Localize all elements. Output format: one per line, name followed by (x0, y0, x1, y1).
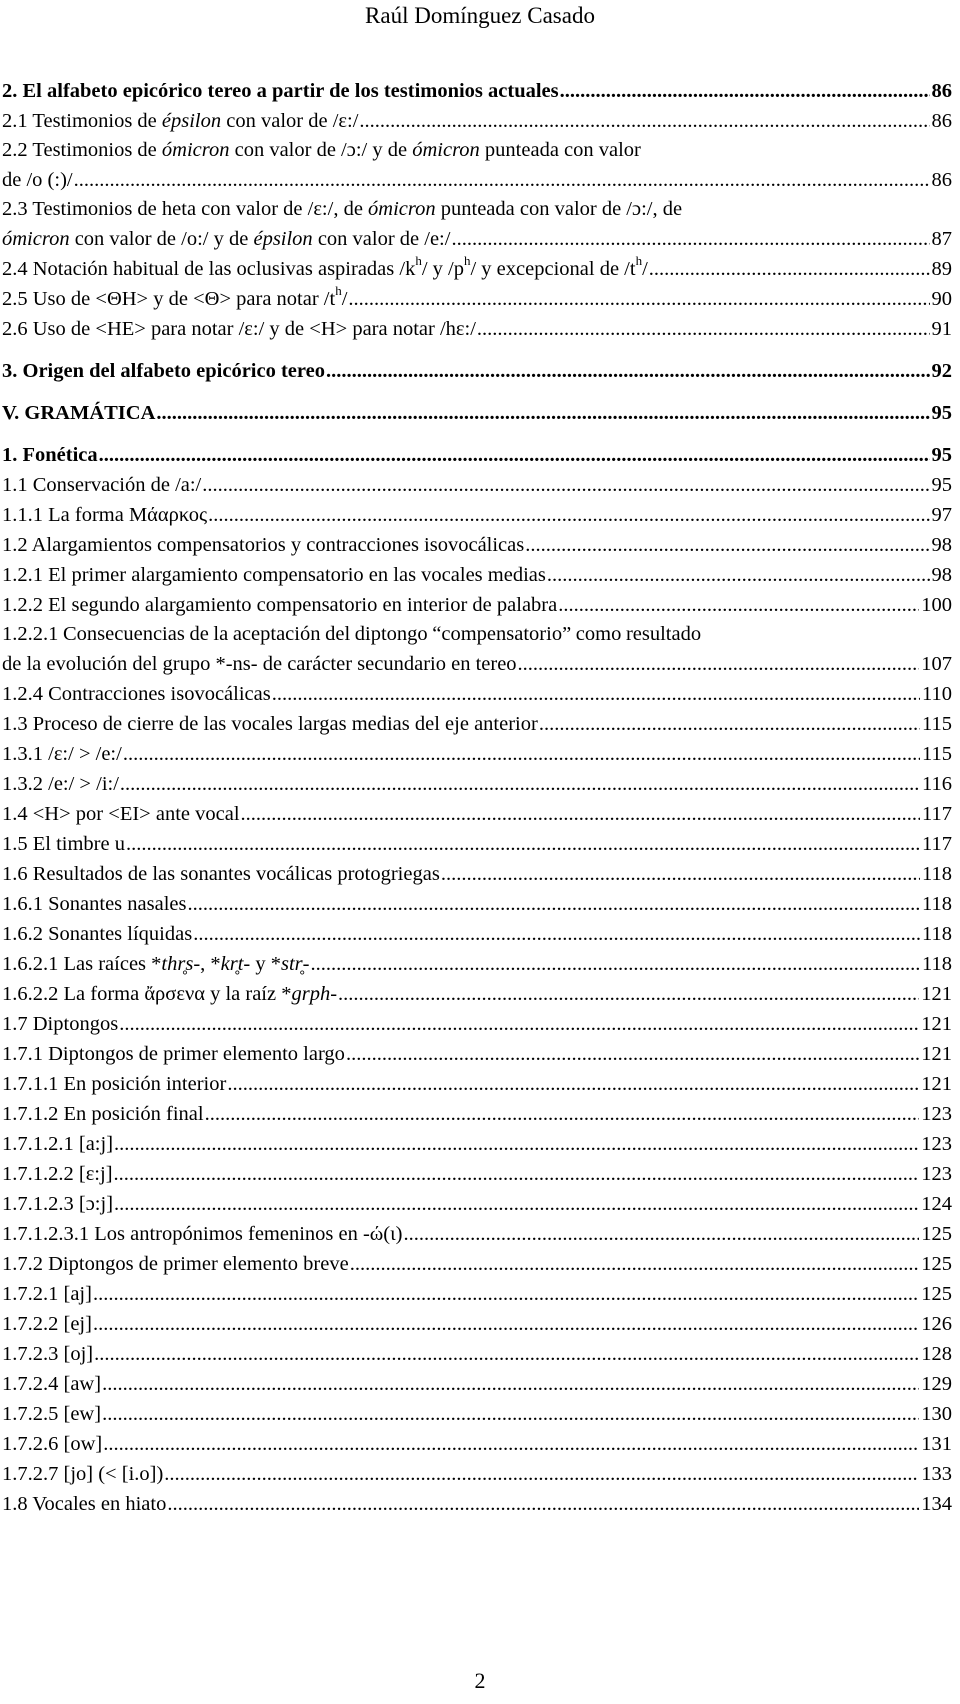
toc-entry-1-6-2-1[interactable] (2, 949, 952, 979)
dot-leader (338, 979, 919, 1009)
toc-label-part: 2.5 Uso de <ΘH> y de <Θ> para notar /t (2, 288, 336, 310)
toc-page: 121 (921, 1013, 952, 1035)
dot-leader (518, 649, 920, 679)
toc-entry-v[interactable] (2, 398, 952, 428)
toc-label-italic: ómicron (2, 228, 70, 250)
toc-entry-1-7-2[interactable] (2, 1249, 952, 1279)
dot-leader (539, 709, 920, 739)
toc-label-part: con valor de /ɛ:/ (221, 110, 359, 132)
toc-entry-1-2-2[interactable] (2, 590, 952, 620)
toc-label-italic: épsilon (161, 110, 222, 132)
toc-entry-1-7-1-1[interactable] (2, 1069, 952, 1099)
toc-label: de /o (:)/ (2, 169, 73, 191)
toc-entry-2-4[interactable] (2, 254, 952, 284)
toc-entry-1-7-2-4[interactable] (2, 1369, 952, 1399)
dot-leader (103, 1429, 919, 1459)
toc-label: 1.1 Conservación de /a:/ (2, 474, 202, 496)
toc-label (2, 106, 358, 136)
dot-leader (346, 1039, 919, 1069)
toc-label: 1.7.2.3 [oj] (2, 1343, 94, 1365)
toc-entry-1-7[interactable] (2, 1009, 952, 1039)
toc-page: 118 (922, 953, 952, 975)
toc-entry-2[interactable] (2, 76, 952, 106)
toc-entry-1-5[interactable] (2, 829, 952, 859)
dot-leader (350, 1249, 920, 1279)
toc-entry-2-3[interactable] (2, 195, 952, 254)
toc-page: 115 (922, 743, 952, 765)
toc-page: 123 (921, 1133, 952, 1155)
toc-page: 98 (931, 564, 952, 586)
toc-label: 1.7.1 Diptongos de primer elemento largo (2, 1043, 345, 1065)
page-number: 2 (474, 1668, 486, 1693)
toc-page: 95 (931, 444, 952, 466)
toc-entry-1-4[interactable] (2, 799, 952, 829)
toc-label-part: con valor de /o:/ y de (69, 228, 254, 250)
toc-label (2, 254, 648, 284)
dot-leader (93, 1279, 919, 1309)
toc-page: 100 (921, 594, 952, 616)
toc-label (2, 224, 450, 254)
toc-label-part: punteada con valor (479, 139, 641, 161)
toc-label: 1.7.2.4 [aw] (2, 1373, 102, 1395)
toc-page: 91 (931, 318, 952, 340)
dot-leader (99, 440, 930, 470)
dot-leader (120, 769, 920, 799)
toc-page: 124 (921, 1193, 952, 1215)
toc-page: 110 (922, 683, 952, 705)
dot-leader (202, 470, 929, 500)
dot-leader (114, 1189, 919, 1219)
toc-label-line: 1.2.2.1 Consecuencias de la aceptación del diptongo “compensatorio” como resultado (2, 623, 702, 645)
toc-label-line (2, 195, 952, 224)
toc-entry-1-2-4[interactable] (2, 679, 952, 709)
toc-label-part: / y excepcional de /t (470, 258, 636, 280)
toc-entry-1-7-1[interactable] (2, 1039, 952, 1069)
dot-leader (348, 284, 929, 314)
dot-leader (114, 1159, 920, 1189)
toc-entry-1-7-1-2-1[interactable] (2, 1129, 952, 1159)
toc-entry-1-2-1[interactable] (2, 560, 952, 590)
toc-label-part: 2.3 Testimonios de heta con valor de /ɛ:/, de (2, 198, 369, 220)
toc-page: 118 (922, 863, 952, 885)
dot-leader (102, 1399, 919, 1429)
toc-page: 95 (931, 402, 952, 424)
toc-label-italic: kr̥t (220, 953, 244, 975)
toc-entry-2-1[interactable] (2, 106, 952, 136)
toc-label-part: / (642, 258, 648, 280)
toc-label-line (2, 224, 952, 254)
dot-leader (193, 919, 920, 949)
toc-page: 123 (921, 1163, 952, 1185)
toc-entry-1-8[interactable] (2, 1489, 952, 1519)
toc-entry-1-6-2[interactable] (2, 919, 952, 949)
toc-entry-1-7-2-7[interactable] (2, 1459, 952, 1489)
toc-label: 3. Origen del alfabeto epicórico tereo (2, 360, 325, 382)
toc-entry-1-3[interactable] (2, 709, 952, 739)
toc-entry-1-6-1[interactable] (2, 889, 952, 919)
toc-entry-3[interactable] (2, 356, 952, 386)
running-header: Raúl Domínguez Casado (365, 3, 595, 28)
superscript: h (635, 253, 643, 269)
dot-leader (205, 1099, 920, 1129)
toc-label: 1.7.2.5 [ew] (2, 1403, 102, 1425)
toc-entry-1-7-1-2-3[interactable] (2, 1189, 952, 1219)
toc-entry-1-7-2-1[interactable] (2, 1279, 952, 1309)
toc-label: 1.7 Diptongos (2, 1013, 119, 1035)
toc-label: 1.4 <H> por <EI> ante vocal (2, 803, 240, 825)
toc-label: 1.7.2.6 [ow] (2, 1433, 103, 1455)
dot-leader (310, 949, 920, 979)
dot-leader (477, 314, 930, 344)
dot-leader (326, 356, 930, 386)
toc-label: 1.2.2 El segundo alargamiento compensatorio en interior de palabra (2, 594, 558, 616)
toc-label-part: 2.1 Testimonios de (2, 110, 162, 132)
toc-label-part: -, * (193, 953, 221, 975)
toc-page: 95 (931, 474, 952, 496)
toc-label-line (2, 136, 952, 165)
dot-leader (227, 1069, 919, 1099)
toc-page: 98 (931, 534, 952, 556)
toc-page: 126 (921, 1313, 952, 1335)
toc-label: 1.6.2 Sonantes líquidas (2, 923, 193, 945)
toc-label: 1.6.1 Sonantes nasales (2, 893, 187, 915)
toc-label: 1.3.2 /e:/ > /i:/ (2, 773, 119, 795)
toc-label-italic: ómicron (412, 139, 480, 161)
dot-leader (560, 76, 930, 106)
toc-label: de la evolución del grupo *-ns- de carácter secundario en tereo (2, 653, 517, 675)
toc-label: 1.2.4 Contracciones isovocálicas (2, 683, 271, 705)
dot-leader (241, 799, 920, 829)
toc-label: 1.1.1 La forma Μάαρκος (2, 504, 208, 526)
toc-entry-2-5[interactable] (2, 284, 952, 314)
toc-page: 97 (931, 504, 952, 526)
toc-label: 1.6 Resultados de las sonantes vocálicas protogriegas (2, 863, 440, 885)
dot-leader (74, 165, 930, 195)
toc-label-part: - y * (243, 953, 281, 975)
toc-page: 86 (931, 169, 952, 191)
toc-entry-1-6-2-2[interactable] (2, 979, 952, 1009)
toc-page: 118 (922, 893, 952, 915)
toc-label-italic: ómicron (161, 139, 230, 161)
toc-label-part: / y /p (421, 258, 464, 280)
toc-entry-1-7-1-2-2[interactable] (2, 1159, 952, 1189)
toc-label-italic: ómicron (368, 198, 436, 220)
toc-entry-1-7-2-5[interactable] (2, 1399, 952, 1429)
dot-leader (649, 254, 930, 284)
toc-label: 1.7.1.2.1 [a:j] (2, 1133, 114, 1155)
dot-leader (403, 1219, 919, 1249)
toc-entry-1[interactable] (2, 440, 952, 470)
toc-label-line (2, 165, 952, 195)
toc-label-italic: grph- (291, 983, 338, 1005)
superscript: h (335, 283, 342, 299)
dot-leader (359, 106, 929, 136)
dot-leader (164, 1459, 919, 1489)
toc-page: 125 (921, 1253, 952, 1275)
toc-label-part: / (341, 288, 348, 310)
toc-page: 117 (922, 803, 952, 825)
toc-entry-1-7-2-2[interactable] (2, 1309, 952, 1339)
dot-leader (525, 530, 929, 560)
toc-page: 116 (922, 773, 952, 795)
dot-leader (187, 889, 920, 919)
superscript: h (463, 253, 471, 269)
dot-leader (114, 1129, 919, 1159)
toc-label-part: con valor de /ɔ:/ y de (229, 139, 413, 161)
toc-page: 130 (921, 1403, 952, 1425)
toc-label-italic: thr̥s (161, 953, 194, 975)
dot-leader (94, 1339, 919, 1369)
toc-entry-2-2[interactable] (2, 136, 952, 195)
toc-entry-1-6[interactable] (2, 859, 952, 889)
toc-entry-1-1[interactable] (2, 470, 952, 500)
toc-page: 121 (921, 983, 952, 1005)
toc-page: 121 (921, 1043, 952, 1065)
toc-label: 1.7.2 Diptongos de primer elemento breve (2, 1253, 349, 1275)
toc-page: 121 (921, 1073, 952, 1095)
toc-label (2, 284, 347, 314)
toc-page: 115 (922, 713, 952, 735)
toc-entry-1-1-1[interactable] (2, 500, 952, 530)
toc-page: 90 (931, 288, 952, 310)
toc-page: 128 (921, 1343, 952, 1365)
toc-label (2, 979, 337, 1009)
toc-label: 1.2 Alargamientos compensatorios y contracciones isovocálicas (2, 534, 525, 556)
toc-label-italic: épsilon (253, 228, 313, 250)
toc-entry-1-2[interactable] (2, 530, 952, 560)
toc-entry-2-6[interactable] (2, 314, 952, 344)
dot-leader (208, 500, 929, 530)
dot-leader (167, 1489, 919, 1519)
toc-label: 1. Fonética (2, 444, 98, 466)
dot-leader (451, 224, 929, 254)
dot-leader (93, 1309, 919, 1339)
toc-page: 86 (931, 110, 952, 132)
toc-entry-1-7-2-6[interactable] (2, 1429, 952, 1459)
toc-page: 129 (921, 1373, 952, 1395)
table-of-contents (2, 76, 952, 1519)
toc-label-part: con valor de /e:/ (312, 228, 451, 250)
toc-label-italic: str̥ (281, 953, 303, 975)
toc-label-part: - (302, 953, 310, 975)
toc-label-part: 2.4 Notación habitual de las oclusivas aspiradas /k (2, 258, 416, 280)
dot-leader (102, 1369, 919, 1399)
toc-entry-1-7-2-3[interactable] (2, 1339, 952, 1369)
dot-leader (547, 560, 930, 590)
toc-label: 1.2.1 El primer alargamiento compensatorio en las vocales medias (2, 564, 546, 586)
toc-label (2, 949, 309, 979)
toc-label-part: punteada con valor de /ɔ:/, de (435, 198, 683, 220)
dot-leader (558, 590, 919, 620)
toc-label-part: 2.2 Testimonios de (2, 139, 162, 161)
toc-label: 1.7.1.2.3.1 Los antropónimos femeninos en -ώ(ι) (2, 1223, 403, 1245)
toc-page: 87 (931, 228, 952, 250)
toc-page: 134 (921, 1493, 952, 1515)
toc-page: 131 (921, 1433, 952, 1455)
dot-leader (156, 398, 929, 428)
dot-leader (126, 829, 920, 859)
toc-page: 133 (921, 1463, 952, 1485)
toc-label: 1.7.1.2.2 [ɛ:j] (2, 1163, 113, 1185)
dot-leader (123, 739, 920, 769)
dot-leader (119, 1009, 919, 1039)
toc-entry-1-7-1-2-3-1[interactable] (2, 1219, 952, 1249)
toc-label: 1.7.2.2 [ej] (2, 1313, 92, 1335)
toc-label: 1.5 El timbre u (2, 833, 125, 855)
toc-page: 123 (921, 1103, 952, 1125)
toc-label-line (2, 649, 952, 679)
toc-label: 1.7.2.1 [aj] (2, 1283, 92, 1305)
dot-leader (272, 679, 920, 709)
toc-entry-1-7-1-2[interactable] (2, 1099, 952, 1129)
toc-label: 1.8 Vocales en hiato (2, 1493, 167, 1515)
toc-label-part: 1.6.2.2 La forma ἄρσενα y la raíz * (2, 983, 292, 1005)
toc-page: 117 (922, 833, 952, 855)
toc-label: 2.6 Uso de <HE> para notar /ɛ:/ y de <H> para notar /hɛ:/ (2, 318, 476, 340)
toc-label: 1.7.1.2 En posición final (2, 1103, 204, 1125)
toc-page: 92 (931, 360, 952, 382)
toc-entry-1-3-2[interactable] (2, 769, 952, 799)
toc-page: 125 (921, 1223, 952, 1245)
superscript: h (415, 253, 422, 269)
toc-label: 1.3 Proceso de cierre de las vocales largas medias del eje anterior (2, 713, 538, 735)
toc-page: 118 (922, 923, 952, 945)
toc-label: 2. El alfabeto epicórico tereo a partir de los testimonios actuales (2, 80, 559, 102)
toc-label: 1.7.1.2.3 [ɔ:j] (2, 1193, 114, 1215)
toc-entry-1-3-1[interactable] (2, 739, 952, 769)
toc-page: 107 (921, 653, 952, 675)
toc-entry-1-2-2-1[interactable] (2, 620, 952, 679)
toc-label: 1.7.2.7 [jo] (< [i.o]) (2, 1463, 164, 1485)
toc-label: 1.3.1 /ɛ:/ > /e:/ (2, 743, 122, 765)
dot-leader (441, 859, 920, 889)
toc-page: 125 (921, 1283, 952, 1305)
toc-label: V. GRAMÁTICA (2, 402, 156, 424)
toc-label: 1.7.1.1 En posición interior (2, 1073, 227, 1095)
toc-label-part: 1.6.2.1 Las raíces * (2, 953, 162, 975)
toc-page: 89 (931, 258, 952, 280)
toc-page: 86 (931, 80, 952, 102)
